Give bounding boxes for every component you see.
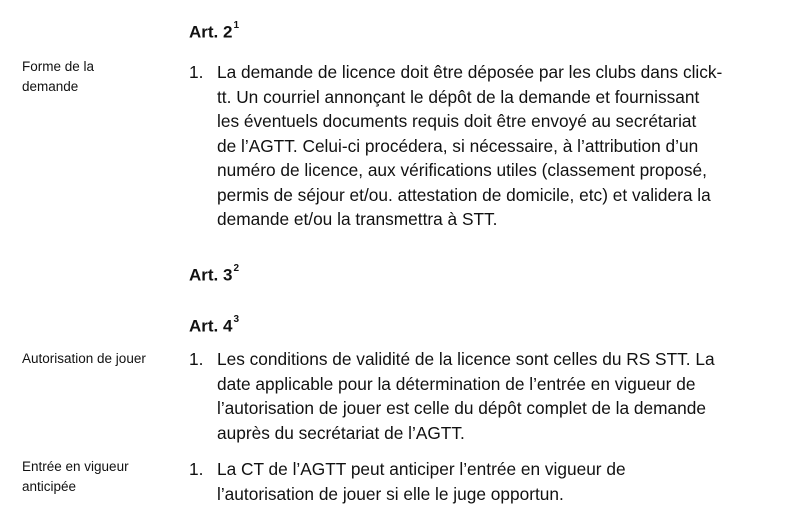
margin-note-autorisation-de-jouer: [22, 349, 146, 369]
item-text-line: permis de séjour et/ou. attestation de domicile, etc) et validera la: [217, 184, 711, 205]
numbered-item-forme: [189, 60, 769, 232]
item-text: [217, 457, 769, 506]
item-text-line: demande et/ou la transmettra à STT.: [217, 209, 498, 229]
item-text-line: de l’AGTT. Celui-ci procédera, si nécessaire, à l’attribution d’un: [217, 135, 699, 156]
item-text-line: auprès du secrétariat de l’AGTT.: [217, 422, 465, 443]
margin-note-line: Forme de la: [22, 59, 95, 74]
item-text-line: date applicable pour la détermination de l’entrée en vigueur de: [217, 373, 696, 394]
article-label: Art. 2: [189, 22, 233, 42]
footnote-marker: 1: [233, 20, 240, 31]
margin-note-line: demande: [22, 79, 79, 94]
item-text-line: les éventuels documents requis doit être envoyé au secrétariat: [217, 111, 697, 131]
article-label: Art. 3: [189, 265, 233, 285]
item-number: 1.: [189, 349, 204, 369]
margin-note-forme-de-la-demande: [22, 57, 94, 97]
item-number: 1.: [189, 459, 204, 479]
margin-note-line: Autorisation de jouer: [22, 351, 146, 366]
item-text-line: numéro de licence, aux vérifications utiles (classement proposé,: [217, 160, 707, 180]
item-text: [217, 60, 769, 232]
footnote-marker: 3: [233, 314, 240, 325]
item-text-line: tt. Un courriel annonçant le dépôt de la demande et fournissant: [217, 86, 700, 107]
margin-note-line: Entrée en vigueur: [22, 459, 129, 474]
margin-note-entree-en-vigueur: [22, 457, 129, 497]
item-text: [217, 347, 769, 445]
item-text-line: La CT de l’AGTT peut anticiper l’entrée en vigueur de: [217, 459, 626, 479]
item-text-line: l’autorisation de jouer est celle du dépôt complet de la demande: [217, 398, 706, 418]
item-text-line: l’autorisation de jouer si elle le juge opportun.: [217, 483, 564, 504]
item-text-line: La demande de licence doit être déposée par les clubs dans click-: [217, 62, 723, 82]
article-heading-art-2: [189, 19, 239, 43]
numbered-item-autorisation: [189, 347, 769, 445]
item-text-line: Les conditions de validité de la licence sont celles du RS STT. La: [217, 349, 715, 369]
item-number: 1.: [189, 62, 204, 82]
article-heading-art-4: [189, 313, 239, 337]
margin-note-line: anticipée: [22, 479, 77, 494]
numbered-item-entree: [189, 457, 769, 506]
article-label: Art. 4: [189, 316, 233, 336]
footnote-marker: 2: [233, 263, 240, 274]
article-heading-art-3: [189, 262, 239, 286]
